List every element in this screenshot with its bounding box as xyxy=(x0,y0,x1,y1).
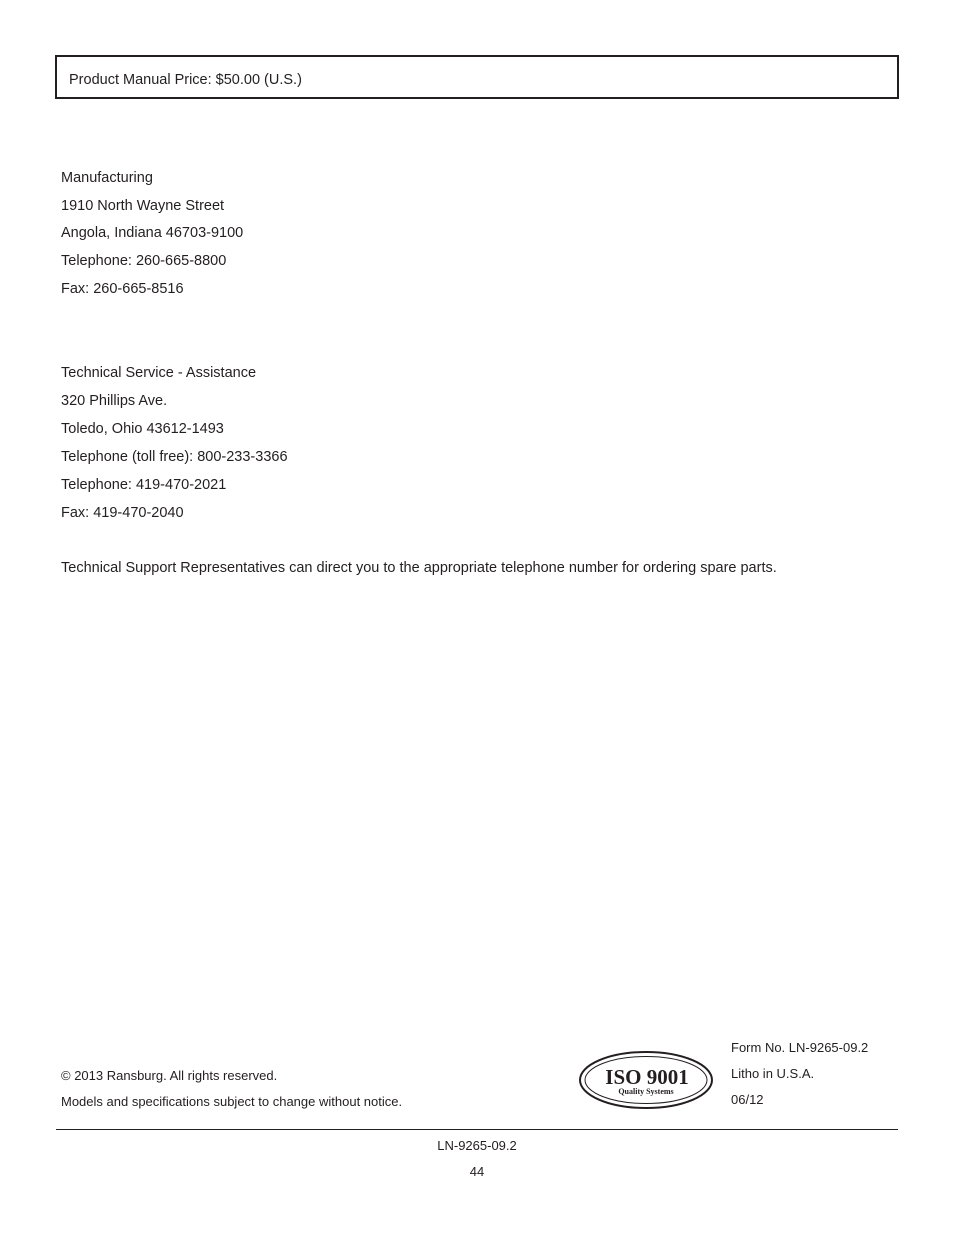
manufacturing-city: Angola, Indiana 46703-9100 xyxy=(61,225,244,241)
iso-9001-logo xyxy=(578,1050,714,1110)
manufacturing-heading: Manufacturing xyxy=(61,170,153,186)
price-box xyxy=(55,55,899,99)
manufacturing-telephone: Telephone: 260-665-8800 xyxy=(61,253,227,269)
technical-service-fax: Fax: 419-470-2040 xyxy=(61,505,184,521)
page-number: 44 xyxy=(469,1164,485,1179)
form-number: Form No. LN-9265-09.2 xyxy=(731,1040,869,1055)
manufacturing-fax: Fax: 260-665-8516 xyxy=(61,281,184,297)
footer-document-id: LN-9265-09.2 xyxy=(437,1138,517,1153)
technical-service-telephone: Telephone: 419-470-2021 xyxy=(61,477,227,493)
litho-notice: Litho in U.S.A. xyxy=(731,1066,815,1081)
print-date: 06/12 xyxy=(731,1092,764,1107)
manufacturing-street: 1910 North Wayne Street xyxy=(61,198,225,214)
technical-service-city: Toledo, Ohio 43612-1493 xyxy=(61,421,224,437)
iso-logo-subtitle: Quality Systems xyxy=(618,1087,674,1096)
footer-divider xyxy=(56,1129,898,1130)
technical-service-heading: Technical Service - Assistance xyxy=(61,365,257,381)
technical-service-toll-free: Telephone (toll free): 800-233-3366 xyxy=(61,449,288,465)
technical-service-street: 320 Phillips Ave. xyxy=(61,393,168,409)
support-note: Technical Support Representatives can direct you to the appropriate telephone number for ordering spare parts. xyxy=(61,560,777,576)
change-notice: Models and specifications subject to change without notice. xyxy=(61,1094,403,1109)
product-manual-price: Product Manual Price: $50.00 (U.S.) xyxy=(69,72,302,88)
copyright: © 2013 Ransburg. All rights reserved. xyxy=(61,1068,278,1083)
iso-logo-title: ISO 9001 xyxy=(605,1065,689,1089)
